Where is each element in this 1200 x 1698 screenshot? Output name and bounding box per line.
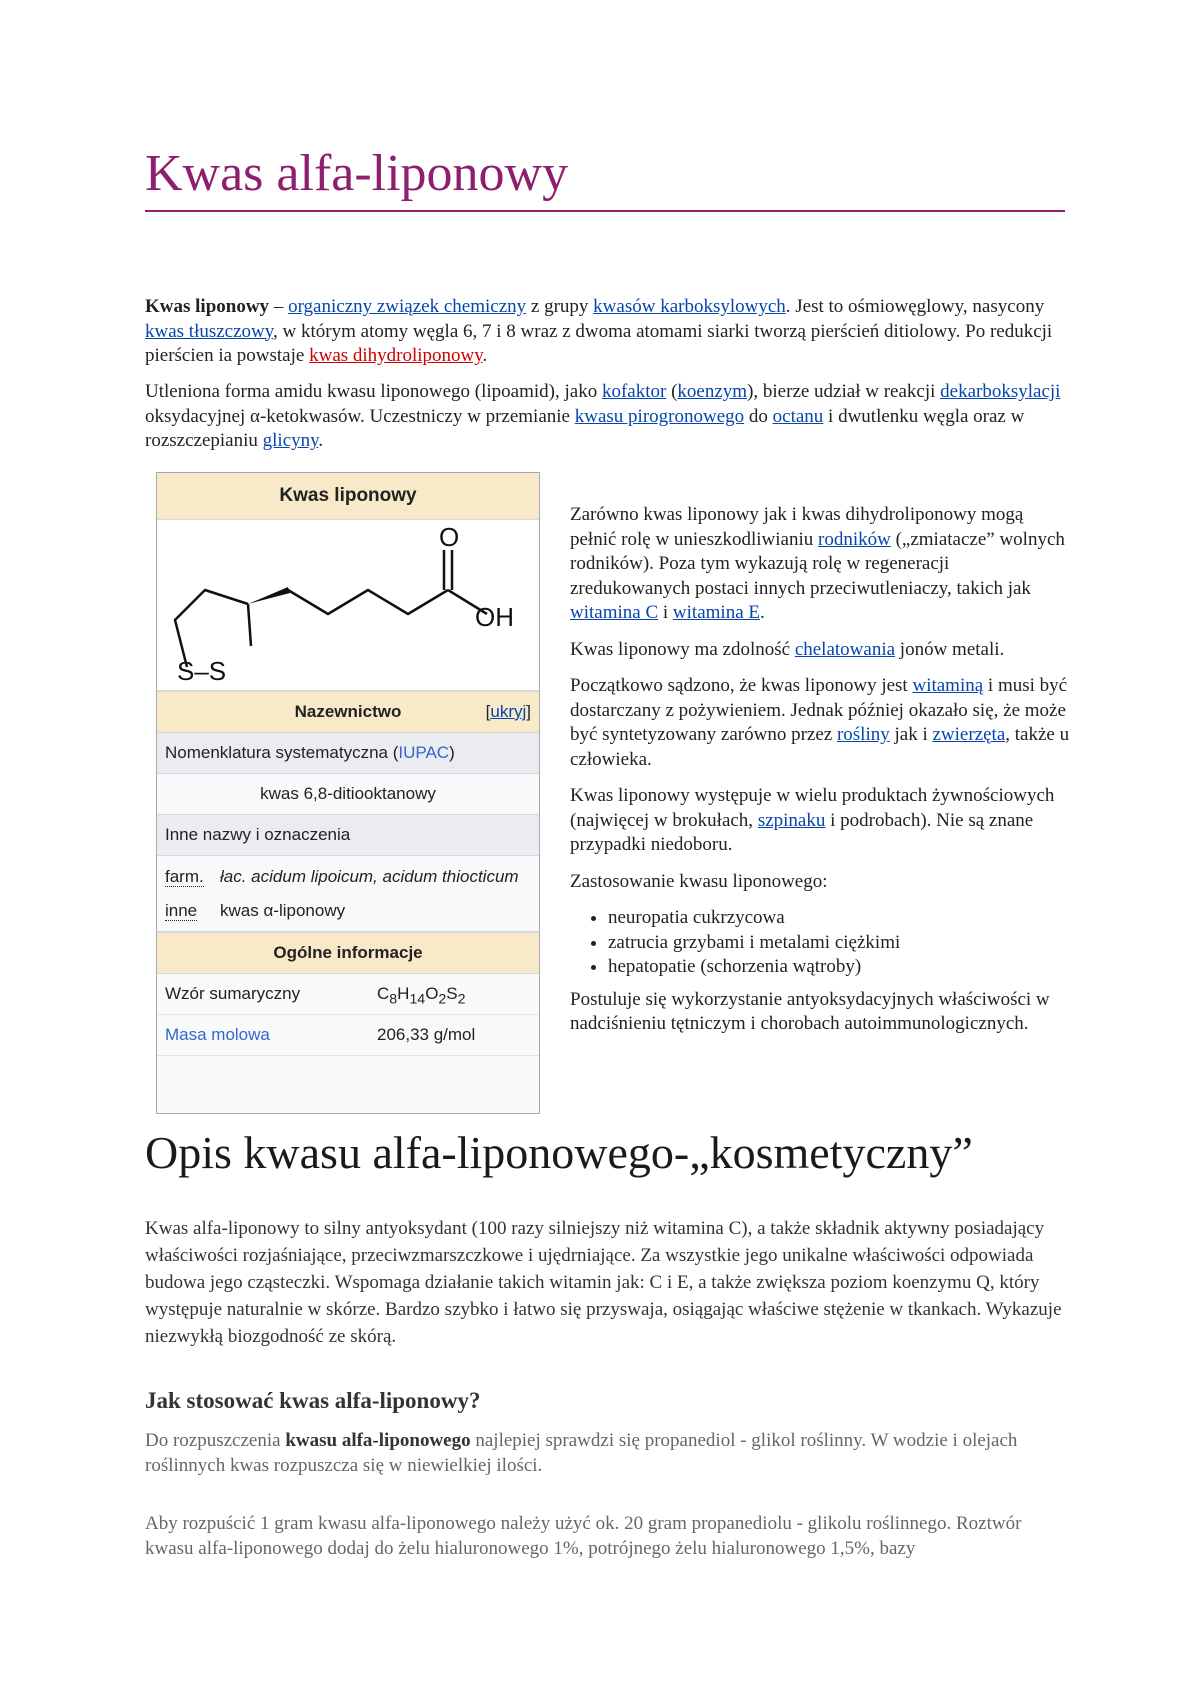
systematic-name-value: kwas 6,8-ditiooktanowy — [157, 774, 539, 815]
abbr: farm. — [165, 867, 204, 886]
intro-paragraph-1 — [145, 295, 1065, 369]
link-acetate[interactable]: octanu — [772, 405, 824, 427]
other-names-label: Inne nazwy i oznaczenia — [157, 815, 539, 856]
mass-value: 206,33 g/mol — [377, 1025, 476, 1044]
text: z grupy — [526, 296, 594, 317]
text: – — [269, 296, 289, 317]
infobox-title: Kwas liponowy — [157, 473, 539, 520]
text: oksydacyjnej α-ketokwasów. Uczestniczy w przemianie — [145, 405, 575, 427]
uses-list — [570, 906, 1070, 980]
formula-key: Wzór sumaryczny — [165, 984, 301, 1003]
text: Kwas liponowy ma zdolność — [570, 638, 795, 660]
term-bold: Kwas liponowy — [145, 296, 270, 317]
chain-bonds — [288, 590, 448, 614]
systematic-name-label — [157, 733, 539, 774]
text: Do rozpuszczenia — [145, 1430, 286, 1451]
link-spinach[interactable]: szpinaku — [757, 809, 826, 831]
right-column — [570, 503, 1070, 1049]
link-molar-mass[interactable]: Masa molowa — [165, 1025, 270, 1044]
link-vitamin-e[interactable]: witamina E — [672, 602, 760, 623]
farm-key — [157, 862, 220, 891]
link-coenzyme[interactable]: koenzym — [677, 381, 748, 402]
text: ( — [666, 381, 678, 402]
text: . — [759, 602, 765, 623]
inne-row — [157, 891, 539, 932]
text: Nomenklatura systematyczna ( — [165, 743, 399, 762]
text: , w którym atomy węgla 6, 7 i 8 wraz z dwoma atomami siarki tworzą pierścień ditiolowy. Po redukcji pierścien ia powstaje — [145, 320, 1053, 366]
text: Początkowo sądzono, że kwas liponowy jest — [570, 675, 913, 696]
lipoic-acid-structure — [157, 520, 537, 690]
section2-paragraph-3: Aby rozpuścić 1 gram kwasu alfa-liponowego należy użyć ok. 20 gram propanediolu - glikolu roślinnego. Roztwór kwasu alfa-liponowego dodaj do żelu hialuronowego 1%, potrójnego żelu hialuronowego 1,5%, bazy — [145, 1513, 1022, 1559]
formula-row — [157, 974, 539, 1015]
right-paragraph-1 — [570, 503, 1070, 626]
list-item: • neuropatia cukrzycowa — [608, 906, 1070, 931]
inne-value: kwas α-liponowy — [220, 901, 346, 920]
link-animals[interactable]: zwierzęta — [932, 724, 1006, 745]
text: („zmiatacze” wolnych rodników). Poza tym wykazują rolę w regeneracji zredukowanych postaci innych przeciwutleniaczy, takich jak — [570, 528, 1065, 599]
right-paragraph-6: Postuluje się wykorzystanie antyoksydacyjnych właściwości w nadciśnieniu tętniczym i chorobach autoimmunologicznych. — [570, 988, 1050, 1034]
link-radicals[interactable]: rodników — [818, 528, 891, 550]
mass-row — [157, 1015, 539, 1056]
link-iupac[interactable]: IUPAC — [398, 743, 450, 762]
text: jak i — [889, 724, 933, 745]
text: ) — [449, 743, 455, 762]
text: Zarówno kwas liponowy jak i kwas dihydroliponowy mogą pełnić rolę w unieszkodliwianiu — [570, 504, 1024, 550]
section2-paragraph-2 — [145, 1428, 1065, 1478]
inne-key — [157, 891, 220, 931]
link-glycine[interactable]: glicyny — [262, 430, 319, 451]
text: najlepiej sprawdzi się propanediol - glikol roślinny. W wodzie i olejach roślinnych kwas rozpuszcza się w niewielkiej ilości. — [145, 1430, 1018, 1476]
right-paragraph-4 — [570, 784, 1070, 858]
wedge-bond — [248, 587, 290, 604]
text: i podrobach). Nie są znane przypadki niedoboru. — [570, 809, 1034, 855]
link-vitamin[interactable]: witaminą — [912, 675, 984, 696]
infobox — [156, 472, 540, 1114]
text: , także u człowieka. — [570, 724, 1070, 770]
link-chelation[interactable]: chelatowania — [794, 638, 896, 660]
text: jonów metali. — [895, 638, 1005, 660]
list-item: • hepatopatie (schorzenia wątroby) — [608, 955, 1070, 980]
text: Kwas liponowy występuje w wielu produktach żywnościowych (najwięcej w brokułach, — [570, 785, 1055, 831]
text: i musi być dostarczany z pożywieniem. Jednak później okazało się, że może być syntetyzowany zarówno przez — [570, 675, 1068, 745]
structure-image — [157, 520, 539, 691]
text: . — [318, 430, 324, 451]
text: . Jest to ośmiowęglowy, nasycony — [785, 296, 1045, 317]
hydroxyl-label: OH — [475, 602, 514, 632]
section-general: Ogólne informacje — [157, 932, 539, 974]
section-nomenclature-label: Nazewnictwo — [294, 702, 402, 721]
farm-row — [157, 856, 539, 891]
hide-toggle[interactable]: [ukryj] — [485, 702, 531, 721]
text: i dwutlenku węgla oraz w rozszczepianiu — [145, 405, 1025, 451]
farm-value: łac. acidum lipoicum, acidum thiocticum — [220, 867, 519, 886]
section2-title: Opis kwasu alfa-liponowego-„kosmetyczny” — [145, 1127, 973, 1178]
list-item: • zatrucia grzybami i metalami ciężkimi — [608, 931, 1070, 956]
oxygen-label: O — [439, 522, 460, 552]
right-paragraph-2 — [570, 638, 1070, 663]
link-fatty-acid[interactable]: kwas tłuszczowy — [145, 320, 274, 342]
link-cofactor[interactable]: kofaktor — [601, 381, 667, 402]
disulfide-label: S–S — [177, 656, 227, 686]
link-decarboxylation[interactable]: dekarboksylacji — [940, 381, 1061, 402]
text: do — [744, 405, 773, 427]
right-paragraph-3 — [570, 674, 1070, 772]
right-paragraph-5: Zastosowanie kwasu liponowego: — [570, 870, 828, 892]
formula-value: $C_8H_{14}O_2S_2$ — [377, 984, 466, 1008]
link-pyruvic-acid[interactable]: kwasu pirogronowego — [574, 405, 745, 427]
link-carboxylic-acids[interactable]: kwasów karboksylowych — [593, 296, 786, 317]
text: Utleniona forma amidu kwasu liponowego (lipoamid), jako — [145, 381, 602, 402]
page-title: Kwas alfa-liponowy — [145, 145, 569, 202]
ring-bond-right — [248, 604, 251, 646]
section-nomenclature — [157, 691, 539, 733]
link-vitamin-c[interactable]: witamina C — [570, 602, 659, 623]
hide-link[interactable]: ukryj — [490, 702, 527, 721]
link-dihydrolipoic-acid[interactable]: kwas dihydroliponowy — [309, 345, 483, 366]
text: ), bierze udział w reakcji — [747, 381, 941, 402]
section2-paragraph-1: Kwas alfa-liponowy to silny antyoksydant (100 razy silniejszy niż witamina C), a także składnik aktywny posiadający właściwości rozjaśniające, przeciwzmarszczkowe i ujędrniające. Za wszystkie jego unikalne właściwości odpowiada budowa jego cząsteczki. Wspomaga działanie takich witamin jak: C i E, a także zwiększa poziom koenzymu Q, który występuje naturalnie w skórze. Bardzo szybko i łatwo się przyswaja, osiągając właściwe stężenie w tkankach. Wykazuje niezwykłą biozgodność ze skórą. — [145, 1218, 1062, 1347]
text: i — [658, 602, 673, 623]
bold-term: kwasu alfa-liponowego — [285, 1430, 471, 1451]
abbr: inne — [165, 901, 198, 920]
intro-paragraph-2 — [145, 380, 1065, 454]
link-organic-compound[interactable]: organiczny związek chemiczny — [288, 296, 527, 317]
text: . — [482, 345, 488, 366]
section2-subheading: Jak stosować kwas alfa-liponowy? — [145, 1388, 481, 1413]
link-plants[interactable]: rośliny — [836, 724, 890, 745]
title-divider — [145, 210, 1065, 212]
